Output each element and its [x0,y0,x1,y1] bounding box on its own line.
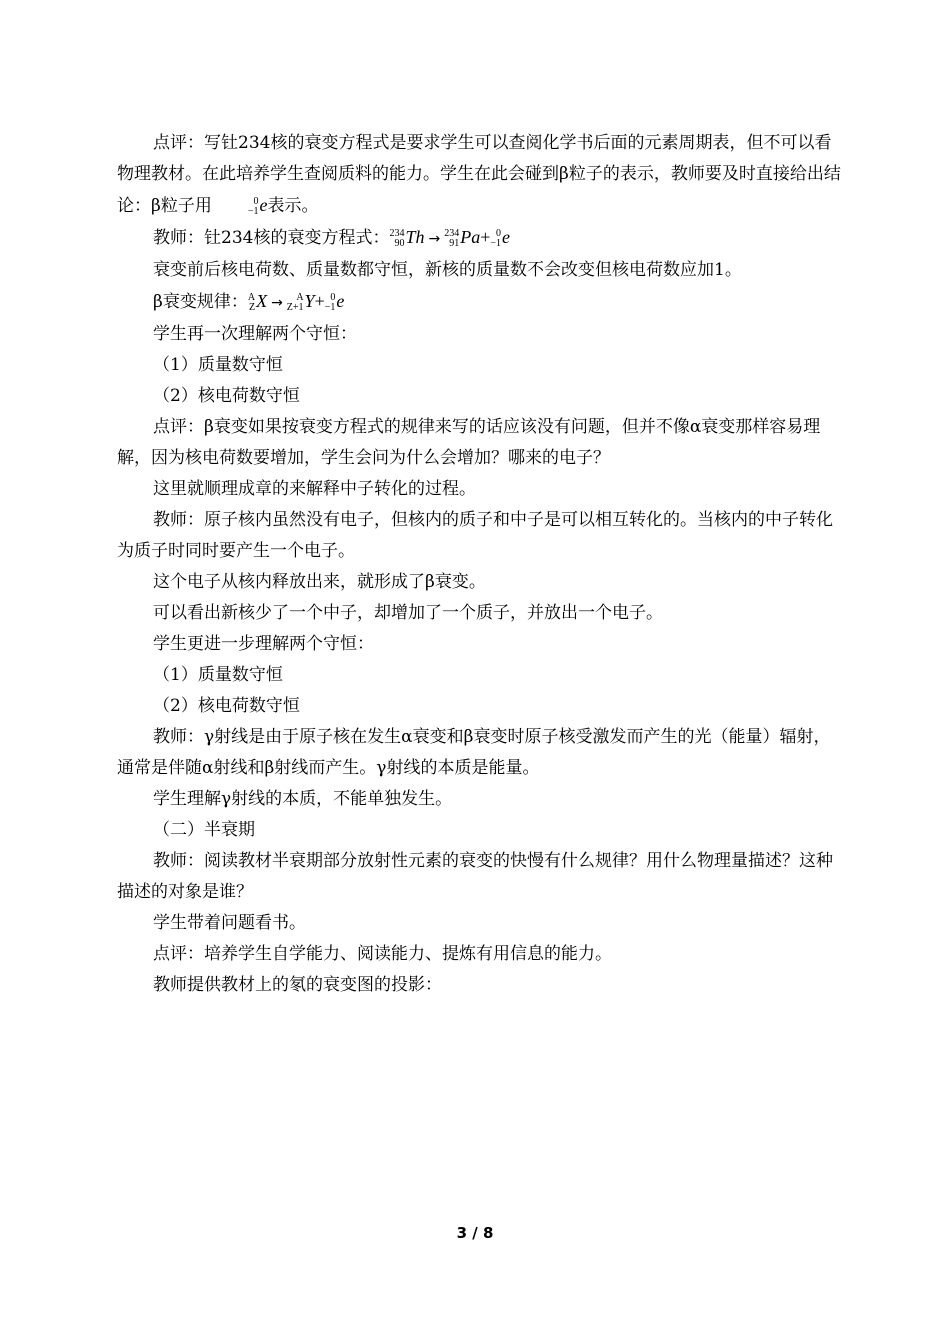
list-item-charge-conservation: （2）核电荷数守恒 [153,696,300,716]
paragraph-comment-self-study: 点评：培养学生自学能力、阅读能力、提炼有用信息的能力。 [153,944,612,964]
section-heading-half-life: （二）半衰期 [153,820,255,840]
nuclide-indices: 0 −1 [247,195,259,217]
arrow-icon: → [428,231,441,247]
paragraph-beta-rule: β衰变规律： A Z X → A Z+1 Y+ 0 −1 e [153,291,345,313]
paragraph-text-tail: 表示。 [267,196,319,216]
paragraph-student-further: 学生更进一步理解两个守恒： [153,634,374,654]
paragraph-electron-release: 这个电子从核内释放出来，就形成了β衰变。 [153,572,486,592]
beta-rule-equation: A Z X → A Z+1 Y+ 0 −1 e [247,291,345,313]
paragraph-text: 点评：写钍234核的衰变方程式是要求学生可以查阅化学书后面的元素周期表，但不可以看物理教材。在此培养学生查阅质料的能力。学生在此会碰到β粒子的表示，教师要及时直接给出结论：β粒子用 [117,133,841,216]
paragraph-gamma-ray: 教师：γ射线是由于原子核在发生α衰变和β衰变时原子核受激发而产生的光（能量）辐射，通常是伴随α射线和β射线而产生。γ射线的本质是能量。 [117,727,831,778]
nuclide-indices: A Z+1 [286,291,304,313]
paragraph-student-read: 学生带着问题看书。 [153,913,306,933]
arrow-icon: → [271,295,283,311]
list-item-mass-conservation: （1）质量数守恒 [153,665,283,685]
nuclide-indices: 234 90 [389,227,405,249]
thorium-decay-equation: 234 90 Th → 234 91 Pa+ 0 −1 e [389,227,510,249]
paragraph-student-understand: 学生再一次理解两个守恒： [153,324,357,344]
paragraph-gamma-nature: 学生理解γ射线的本质，不能单独发生。 [153,789,453,809]
paragraph-teacher-half-life: 教师：阅读教材半衰期部分放射性元素的衰变的快慢有什么规律？用什么物理量描述？这种描述的对象是谁？ [117,851,833,902]
nuclide-indices: 0 −1 [490,227,501,249]
paragraph-conservation: 衰变前后核电荷数、质量数都守恒，新核的质量数不会改变但核电荷数应加1。 [153,260,742,280]
electron-notation: 0 −1 e [212,195,268,215]
paragraph-teacher-projection: 教师提供教材上的氡的衰变图的投影： [153,975,442,995]
page-number: 3 / 8 [456,1224,494,1242]
list-item-charge-conservation: （2）核电荷数守恒 [153,386,300,406]
paragraph-comment-beta: 点评：β衰变如果按衰变方程式的规律来写的话应该没有问题，但并不像α衰变那样容易理解，因为核电荷数要增加，学生会问为什么会增加？哪来的电子？ [117,417,821,468]
document-body [117,128,843,1001]
paragraph-thorium-equation: 教师：钍234核的衰变方程式： 234 90 Th → 234 91 Pa+ 0 −1 e [153,227,510,249]
list-item-mass-conservation: （1）质量数守恒 [153,355,283,375]
nuclide-indices: A Z [247,291,256,313]
nuclide-indices: 234 91 [444,227,460,249]
paragraph-new-nucleus: 可以看出新核少了一个中子，却增加了一个质子，并放出一个电子。 [153,603,663,623]
paragraph-neutron-explain: 这里就顺理成章的来解释中子转化的过程。 [153,479,476,499]
paragraph-teacher-proton-neutron: 教师：原子核内虽然没有电子，但核内的质子和中子是可以相互转化的。当核内的中子转化为质子时同时要产生一个电子。 [117,510,833,561]
nuclide-indices: 0 −1 [324,291,336,313]
paragraph-comment-thorium [117,128,843,222]
